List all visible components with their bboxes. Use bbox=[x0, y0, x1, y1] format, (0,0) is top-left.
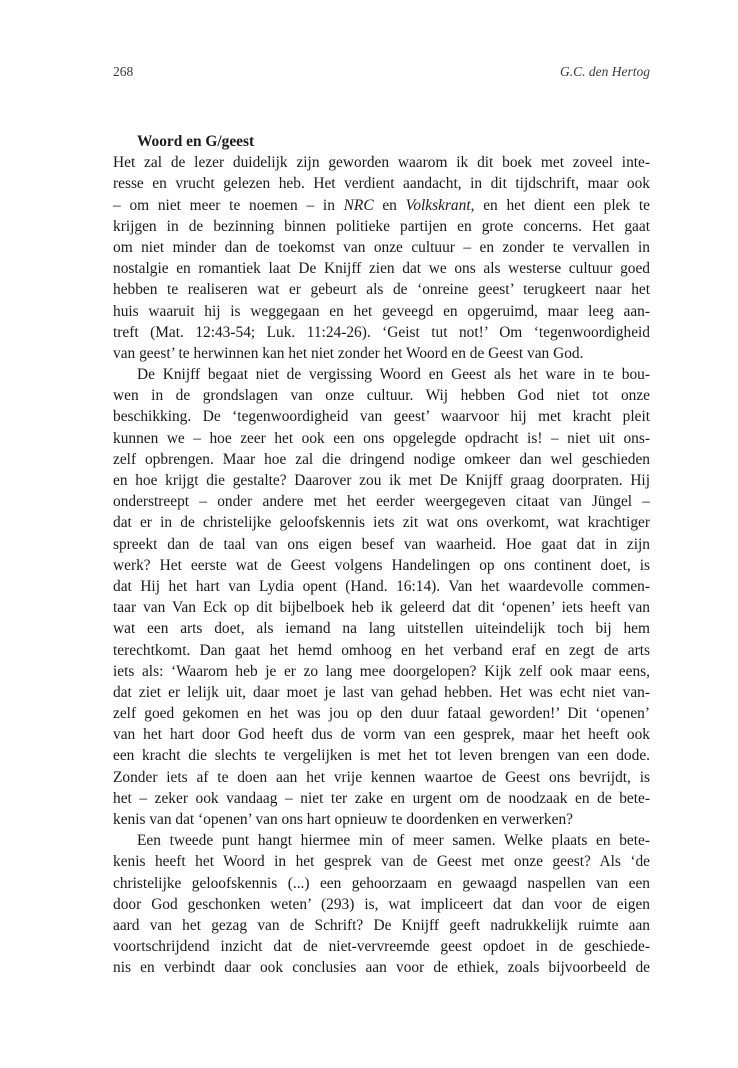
text-run: iets als: ‘Waarom heb je er zo lang mee doorgelopen? Kijk zelf ook maar eens, bbox=[113, 662, 650, 680]
text-line bbox=[113, 428, 650, 449]
text-line bbox=[113, 322, 650, 343]
text-line bbox=[113, 449, 650, 470]
text-run: nis en verbindt daar ook conclusies aan voor de ethiek, zoals bijvoorbeeld de bbox=[113, 959, 650, 977]
text-run: treft (Mat. 12:43-54; Luk. 11:24-26). ‘Geist tut not!’ Om ‘tegenwoordigheid bbox=[113, 323, 650, 341]
text-run: zelf opbrengen. Maar hoe zal die dringend nodige omkeer dan wel geschieden bbox=[113, 450, 650, 468]
text-line bbox=[113, 597, 650, 618]
text-line bbox=[113, 618, 650, 639]
text-run: spreekt dan de taal van ons eigen besef van waarheid. Hoe gaat dat in zijn bbox=[113, 535, 650, 553]
text-line bbox=[113, 957, 650, 978]
text-run: onderstreept – onder andere met het eerder weergegeven citaat van Jüngel – bbox=[113, 493, 650, 511]
text-run: kunnen we – hoe zeer het ook een ons opgelegde opdracht is! – niet uit ons- bbox=[113, 429, 650, 447]
text-run: wat een arts doet, als iemand na lang uitstellen uiteindelijk toch bij hem bbox=[113, 620, 650, 638]
text-run: huis waaruit hij is weggegaan en het geveegd en opgeruimd, maar leeg aan- bbox=[113, 302, 650, 320]
text-run: van geest’ te herwinnen kan het niet zonder het Woord en de Geest van God. bbox=[113, 344, 584, 362]
text-run: aard van het gezag van de Schrift? De Knijff geeft nadrukkelijk ruimte aan bbox=[113, 916, 650, 934]
text-line bbox=[113, 512, 650, 533]
text-line bbox=[113, 724, 650, 745]
text-run: krijgen in de bezinning binnen politieke partijen en grote concerns. Het gaat bbox=[113, 217, 650, 235]
text-line bbox=[113, 915, 650, 936]
text-run: Zonder iets af te doen aan het vrije kennen waartoe de Geest ons bevrijdt, is bbox=[113, 768, 650, 786]
text-line bbox=[113, 640, 650, 661]
text-line bbox=[113, 682, 650, 703]
text-line bbox=[113, 406, 650, 427]
text-line bbox=[113, 470, 650, 491]
text-run: – om niet meer te noemen – in bbox=[113, 196, 344, 214]
running-head-author: G.C. den Hertog bbox=[560, 64, 650, 79]
text-line bbox=[113, 195, 650, 216]
text-line bbox=[113, 936, 650, 957]
text-run: Het zal de lezer duidelijk zijn geworden waarom ik dit boek met zoveel inte- bbox=[113, 154, 650, 172]
text-run: , en het dient een plek te bbox=[470, 196, 650, 214]
text-line bbox=[113, 237, 650, 258]
section-heading: Woord en G/geest bbox=[137, 133, 255, 150]
text-line bbox=[113, 555, 650, 576]
text-run: van het hart door God heeft dus de vorm van een gesprek, maar het heeft ook bbox=[113, 726, 650, 744]
paragraph-lines bbox=[113, 152, 650, 978]
text-run: kenis van dat ‘openen’ van ons hart opnieuw te doordenken en verwerken? bbox=[113, 811, 573, 828]
text-line bbox=[113, 152, 650, 173]
text-run: Een tweede punt hangt hiermee min of meer samen. Welke plaats en bete- bbox=[137, 832, 650, 850]
text-run: beschikking. De ‘tegenwoordigheid van geest’ waarvoor hij met kracht pleit bbox=[113, 408, 650, 426]
text-line bbox=[113, 767, 650, 788]
text-run: voortschrijdend inzicht dat de niet-vervreemde geest opdoet in de geschiede- bbox=[113, 938, 650, 956]
text-run: werk? Het eerste wat de Geest volgens Handelingen op ons continent doet, is bbox=[113, 556, 650, 574]
text-run: en bbox=[373, 196, 406, 214]
text-run: taar van Van Eck op dit bijbelboek heb ik geleerd dat dit ‘openen’ iets heeft van bbox=[113, 599, 650, 617]
text-line bbox=[113, 216, 650, 237]
text-run: christelijke geloofskennis (...) een gehoorzaam en gewaagd naspellen van een bbox=[113, 874, 650, 892]
text-line bbox=[113, 745, 650, 766]
text-line bbox=[113, 830, 650, 851]
page-number: 268 bbox=[113, 64, 134, 79]
text-run: zelf goed gekomen en het was jou op den duur fataal geworden!’ Dit ‘openen’ bbox=[113, 705, 650, 723]
text-line bbox=[113, 788, 650, 809]
text-line bbox=[113, 301, 650, 322]
text-run: door God geschonken weten’ (293) is, wat impliceert dat dan voor de eigen bbox=[113, 895, 650, 913]
text-line bbox=[113, 851, 650, 872]
text-run: wen in de grondslagen van onze cultuur. Wij hebben God niet tot onze bbox=[113, 387, 650, 405]
text-run: resse en vrucht gelezen heb. Het verdient aandacht, in dit tijdschrift, maar ook bbox=[113, 175, 650, 193]
text-line bbox=[113, 385, 650, 406]
text-run: kenis heeft het Woord in het gesprek van de Geest met onze geest? Als ‘de bbox=[113, 853, 650, 871]
italic-title: Volkskrant bbox=[405, 196, 471, 214]
text-run: De Knijff begaat niet de vergissing Woord en Geest als het ware in te bou- bbox=[137, 366, 650, 384]
text-line bbox=[113, 809, 650, 830]
text-line bbox=[113, 894, 650, 915]
body-text bbox=[113, 131, 650, 979]
text-line bbox=[113, 661, 650, 682]
text-run: een kracht die slechts te vergelijken is met het tot leven brengen van een dode. bbox=[113, 747, 650, 765]
text-line bbox=[113, 173, 650, 194]
text-run: dat ziet er lelijk uit, daar moet je last van gehad hebben. Het was echt niet van- bbox=[113, 683, 650, 701]
text-line bbox=[113, 364, 650, 385]
text-run: terechtkomt. Dan gaat het hemd omhoog en het verband eraf en zegt de arts bbox=[113, 641, 650, 659]
text-line bbox=[113, 703, 650, 724]
text-line bbox=[113, 873, 650, 894]
text-run: om niet minder dan de toekomst van onze cultuur – en zonder te vervallen in bbox=[113, 238, 650, 256]
text-line bbox=[113, 534, 650, 555]
text-line bbox=[113, 491, 650, 512]
text-line bbox=[113, 279, 650, 300]
text-line bbox=[113, 258, 650, 279]
running-head bbox=[113, 64, 650, 80]
text-run: het – zeker ook vandaag – niet ter zake en urgent om de noodzaak en de bete- bbox=[113, 789, 650, 807]
text-run: nostalgie en romantiek laat De Knijff zien dat we ons als westerse cultuur goed bbox=[113, 260, 650, 278]
text-run: en hoe krijgt die gestalte? Daarover zou ik met De Knijff graag doorpraten. Hij bbox=[113, 472, 650, 489]
text-line bbox=[113, 576, 650, 597]
text-run: hebben te realiseren wat er gebeurt als de ‘onreine geest’ terugkeert naar het bbox=[113, 281, 650, 299]
text-run: dat Hij het hart van Lydia opent (Hand. 16:14). Van het waardevolle commen- bbox=[113, 577, 650, 595]
text-run: dat er in de christelijke geloofskennis iets zit wat ons overkomt, wat krachtiger bbox=[113, 514, 650, 532]
text-line bbox=[113, 343, 650, 364]
italic-title: NRC bbox=[343, 196, 374, 214]
